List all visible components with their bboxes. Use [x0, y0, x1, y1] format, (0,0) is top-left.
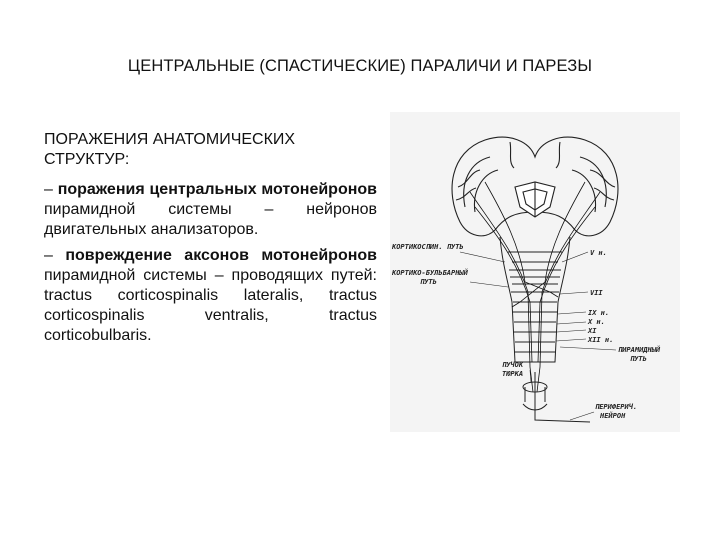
label-peripheral-1: ПЕРИФЕРИЧ.	[595, 403, 638, 411]
section-heading	[44, 130, 377, 170]
label-nerve-7: VII	[590, 289, 603, 297]
label-turck-1: ПУЧОК	[502, 361, 524, 369]
label-nerve-9: IX н.	[588, 309, 610, 317]
bold-term: аксонов	[184, 247, 249, 264]
label-nerve-11: XI	[588, 327, 597, 335]
label-pyramidal-2: ПУТЬ	[630, 355, 647, 363]
label-pyramidal-1: ПИРАМИДНЫЙ	[618, 346, 661, 354]
bold-term: поражения	[57, 181, 145, 198]
bold-term: центральных	[149, 181, 257, 198]
label-nerve-12: XII н.	[588, 336, 614, 344]
label-turck-2: ТЮРКА	[502, 370, 524, 378]
pyramidal-tract-diagram	[390, 112, 680, 432]
bold-term: мотонейронов	[261, 247, 377, 264]
section-heading-line2: СТРУКТУР:	[44, 151, 130, 168]
label-nerve-10: X н.	[588, 318, 605, 326]
text-column	[44, 130, 377, 352]
item-text: пирамидной системы – нейронов двигательных анализаторов.	[44, 201, 377, 238]
list-item-central-motoneurons	[44, 180, 377, 240]
section-heading-line1: ПОРАЖЕНИЯ АНАТОМИЧЕСКИХ	[44, 131, 296, 148]
page-title: ЦЕНТРАЛЬНЫЕ (СПАСТИЧЕСКИЕ) ПАРАЛИЧИ И ПАРЕЗЫ	[127, 57, 593, 75]
dash: –	[44, 247, 66, 264]
bold-term: повреждение	[65, 247, 172, 264]
item-text: пирамидной системы – проводящих путей: tractus corticospinalis lateralis, tractus corticospinalis ventralis, tractus corticobulbaris.	[44, 267, 377, 344]
dash: –	[44, 181, 58, 198]
label-peripheral-2: НЕЙРОН	[600, 412, 626, 420]
label-corticospinal: КОРТИКОСПИН. ПУТЬ	[392, 243, 464, 251]
list-item-axon-damage	[44, 246, 377, 346]
label-corticobulbar-1: КОРТИКО-БУЛЬБАРНЫЙ	[392, 269, 468, 277]
label-nerve-5: V н.	[590, 249, 607, 257]
label-corticobulbar-2: ПУТЬ	[420, 278, 437, 286]
bold-term: мотонейронов	[261, 181, 377, 198]
